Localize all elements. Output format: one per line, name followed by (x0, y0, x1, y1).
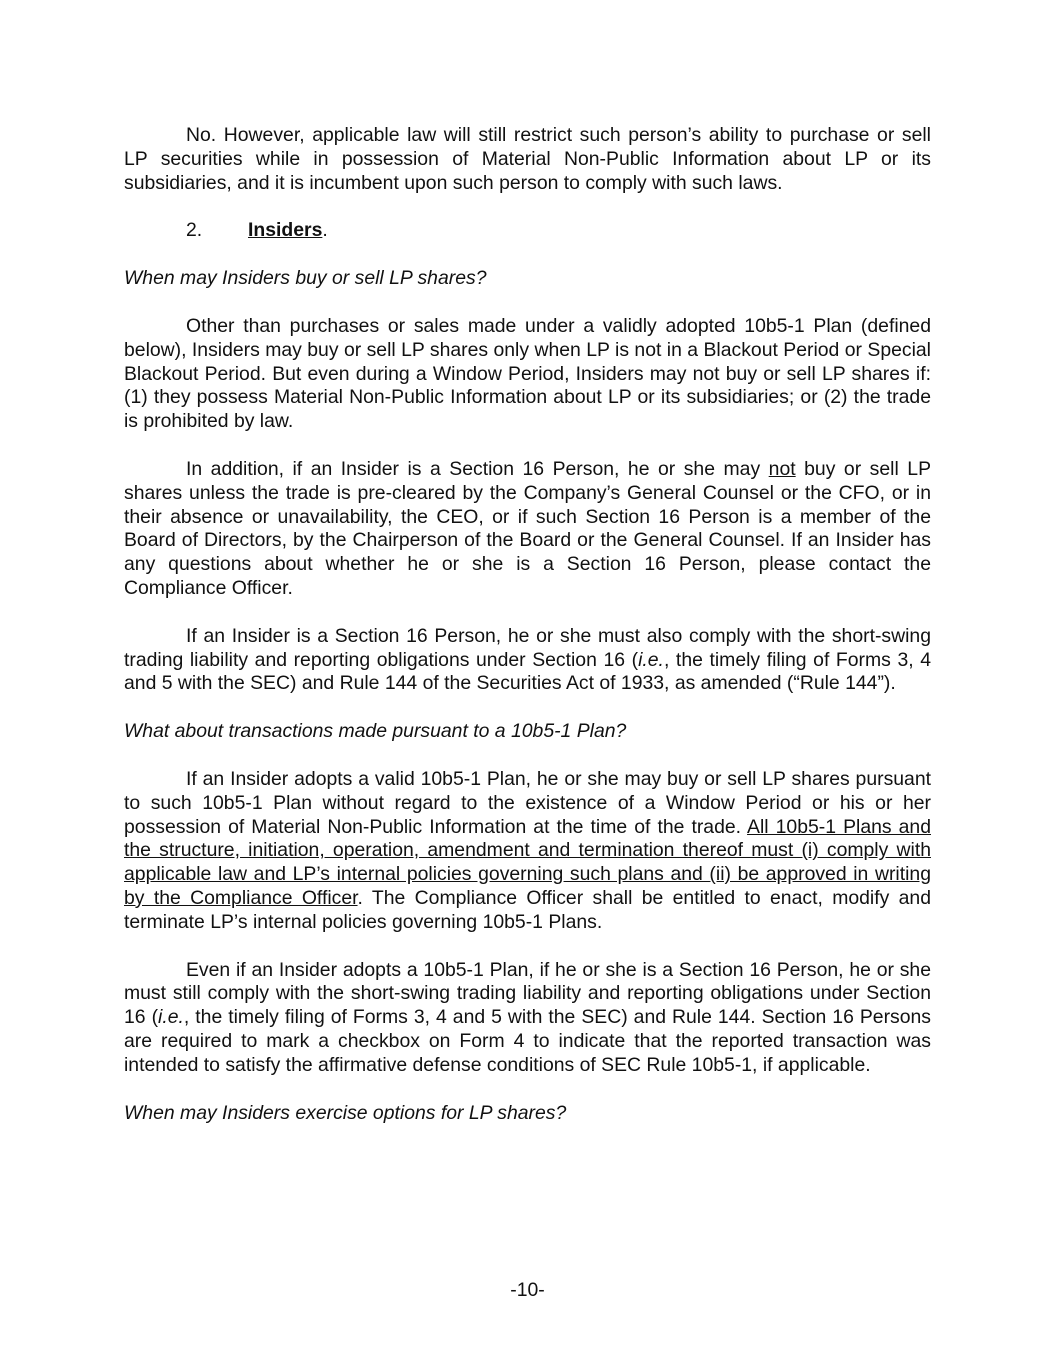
section-title: Insiders (248, 219, 323, 242)
text-run: In addition, if an Insider is a Section 16 Person, he or she may (186, 457, 769, 480)
text-run: If an Insider adopts a valid 10b5-1 Plan, he or she may buy or sell LP shares pursuant to such 10b5-1 Plan without regard to the existence of a Window Period or his or her possession of Material Non-Public Information at the time of the trade. (124, 767, 931, 838)
underlined-requirement: All 10b5-1 Plans and the structure, initiation, operation, amendment and termination thereof must (i) comply with applicable law and LP’s internal policies governing such plans and (ii) be approved in writing by the Compliance Officer (124, 815, 931, 909)
question-10b5-1-plan: What about transactions made pursuant to a 10b5-1 Plan? (124, 720, 627, 743)
paragraph-section16-10b5-1 (124, 959, 931, 1078)
text-run: If an Insider is a Section 16 Person, he or she must also comply with the short-swing trading liability and reporting obligations under Section 16 ( (124, 624, 931, 671)
document-body (124, 124, 931, 1149)
section-number: 2. (186, 219, 203, 242)
section-title-period: . (322, 219, 328, 242)
emphasis-not: not (768, 457, 796, 480)
paragraph-section16-obligations (124, 625, 931, 696)
section-heading-insiders (186, 219, 931, 243)
paragraph-pre-clearance (124, 458, 931, 601)
paragraph-10b5-1-plan (124, 768, 931, 935)
page-number: -10- (510, 1279, 545, 1301)
question-exercise-options: When may Insiders exercise options for LP shares? (124, 1101, 567, 1124)
italic-ie: i.e. (158, 1006, 184, 1029)
paragraph-no-answer: No. However, applicable law will still restrict such person’s ability to purchase or sell LP securities while in possession of Material Non-Public Information about LP or its subsidiaries, and it is incumbent upon such person to comply with such laws. (124, 124, 931, 194)
text-run: , the timely filing of Forms 3, 4 and 5 with the SEC) and Rule 144. Section 16 Persons are required to mark a checkbox on Form 4 to indicate that the reported transaction was intended to satisfy the affirmative defense conditions of SEC Rule 10b5-1, if applicable. (124, 1006, 931, 1076)
paragraph-window-period: Other than purchases or sales made under a validly adopted 10b5-1 Plan (defined below), Insiders may buy or sell LP shares only when LP is not in a Blackout Period or Special Blackout Period. But even during a Window Period, Insiders may not buy or sell LP shares if: (1) they possess Material Non-Public Information about LP or its subsidiaries; or (2) the trade is prohibited by law. (124, 314, 931, 433)
text-run: , the timely filing of Forms 3, 4 and 5 with the SEC) and Rule 144 of the Securities Act of 1933, as amended (“Rule 144”). (124, 648, 931, 695)
question-buy-sell: When may Insiders buy or sell LP shares? (124, 267, 487, 290)
italic-ie: i.e. (638, 648, 664, 671)
text-run: Even if an Insider adopts a 10b5-1 Plan, if he or she is a Section 16 Person, he or she must still comply with the short-swing trading liability and reporting obligations under Section 16 ( (124, 958, 931, 1029)
text-run: buy or sell LP shares unless the trade is pre-cleared by the Company’s General Counsel or the CFO, or in their absence or unavailability, the CEO, or if such Section 16 Person is a member of the Board of Directors, by the Chairperson of the Board or the General Counsel. If an Insider has any questions about whether he or she is a Section 16 Person, please contact the Compliance Officer. (124, 457, 932, 599)
text-run: . The Compliance Officer shall be entitled to enact, modify and terminate LP’s internal policies governing 10b5-1 Plans. (124, 886, 931, 933)
